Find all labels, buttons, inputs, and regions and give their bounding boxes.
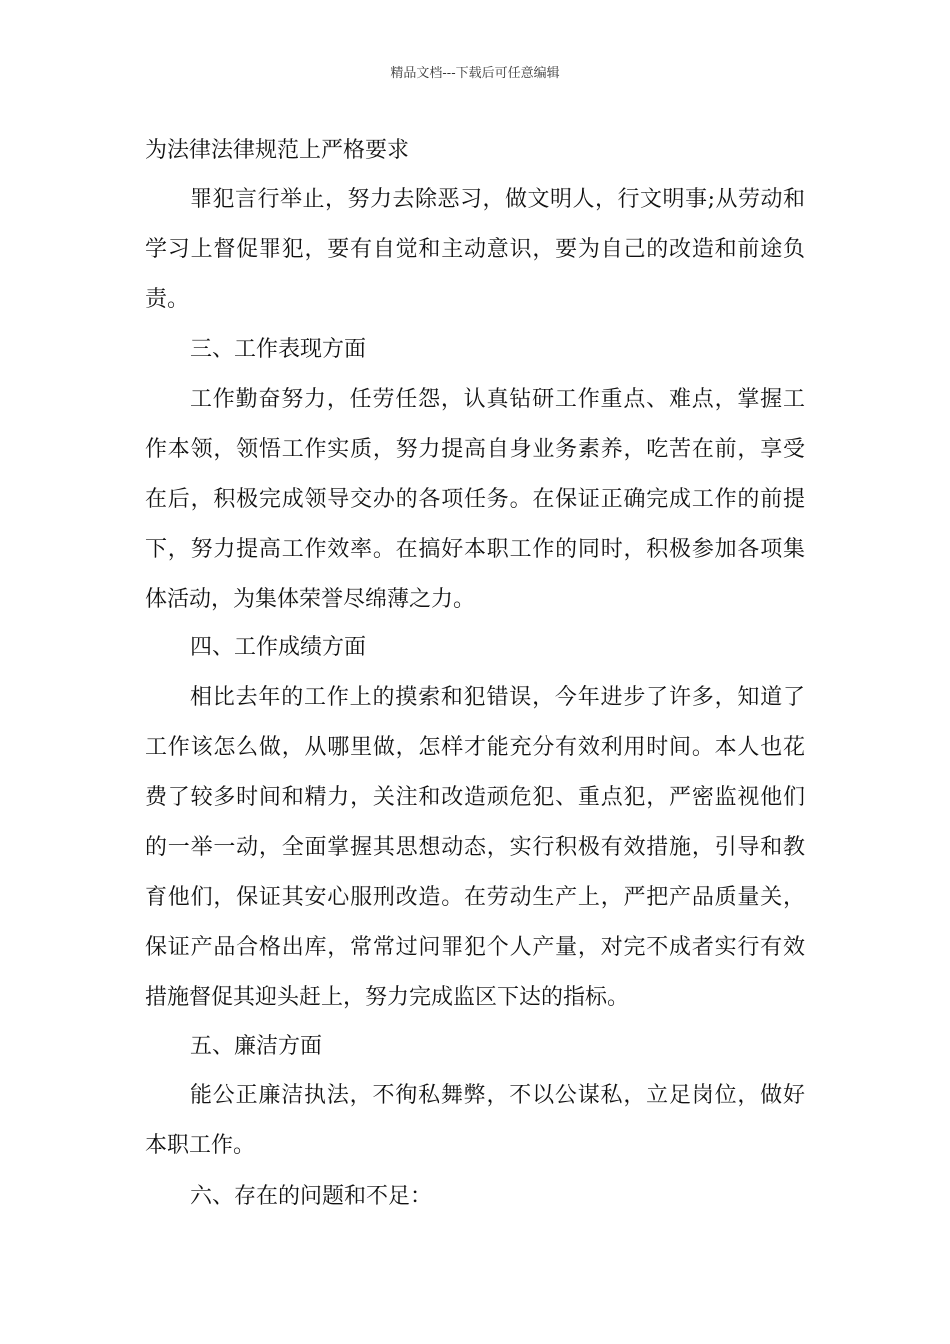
section-heading: 六、存在的问题和不足： (190, 1184, 433, 1209)
text-line: 作本领，领悟工作实质，努力提高自身业务素养，吃苦在前，享受 (145, 437, 805, 462)
text-line: 的一举一动，全面掌握其思想动态，实行积极有效措施，引导和教 (145, 835, 805, 860)
text-line: 下，努力提高工作效率。在搞好本职工作的同时，积极参加各项集 (145, 537, 805, 562)
text-line: 工作该怎么做，从哪里做，怎样才能充分有效利用时间。本人也花 (145, 735, 805, 760)
text-line: 体活动，为集体荣誉尽绵薄之力。 (145, 587, 476, 612)
text-line: 在后，积极完成领导交办的各项任务。在保证正确完成工作的前提 (145, 487, 805, 512)
paragraph-first-line: 罪犯言行举止，努力去除恶习，做文明人，行文明事;从劳动和 (190, 187, 805, 212)
section-heading: 三、工作表现方面 (190, 337, 367, 362)
page-header: 精品文档---下载后可任意编辑 (390, 66, 560, 81)
text-line: 措施督促其迎头赶上，努力完成监区下达的指标。 (145, 985, 630, 1010)
paragraph-first-line: 相比去年的工作上的摸索和犯错误，今年进步了许多，知道了 (190, 685, 805, 710)
text-line: 学习上督促罪犯，要有自觉和主动意识，要为自己的改造和前途负 (145, 237, 805, 262)
text-line: 为法律法律规范上严格要求 (145, 138, 410, 163)
text-line: 责。 (145, 287, 190, 312)
paragraph-first-line: 能公正廉洁执法，不徇私舞弊，不以公谋私，立足岗位，做好 (190, 1083, 805, 1108)
section-heading: 五、廉洁方面 (190, 1034, 323, 1059)
paragraph-first-line: 工作勤奋努力，任劳任怨，认真钻研工作重点、难点，掌握工 (190, 387, 805, 412)
section-heading: 四、工作成绩方面 (190, 635, 367, 660)
text-line: 育他们，保证其安心服刑改造。在劳动生产上，严把产品质量关， (145, 885, 805, 910)
text-line: 保证产品合格出库，常常过问罪犯个人产量，对完不成者实行有效 (145, 935, 805, 960)
text-line: 本职工作。 (145, 1133, 256, 1158)
text-line: 费了较多时间和精力，关注和改造顽危犯、重点犯，严密监视他们 (145, 785, 805, 810)
